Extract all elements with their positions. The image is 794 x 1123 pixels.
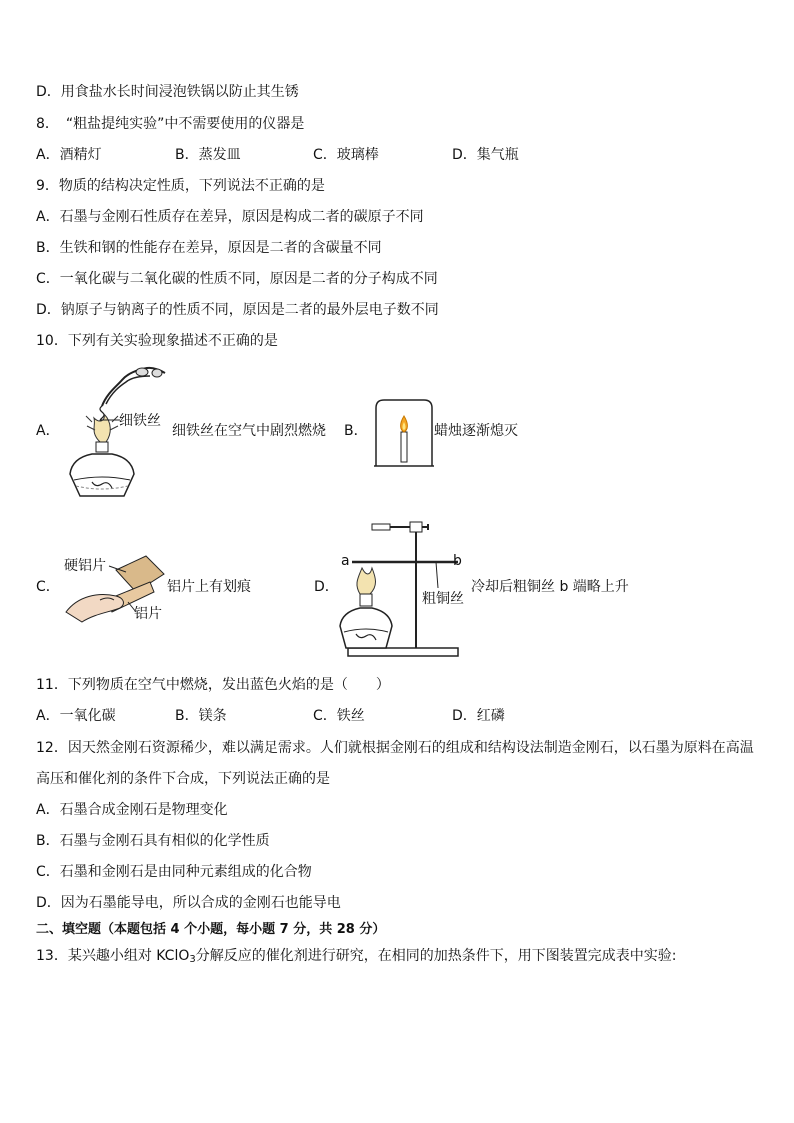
iron-wire-burning-figure [62, 358, 172, 503]
q7-option-d: D．用食盐水长时间浸泡铁锅以防止其生锈 [36, 84, 299, 100]
q10-c-fig-bottom-label: 铝片 [134, 606, 162, 622]
q10-a-fig-label: 细铁丝 [119, 413, 161, 429]
q12-option-d: D．因为石墨能导电，所以合成的金刚石也能导电 [36, 895, 341, 911]
q12-option-c: C．石墨和金刚石是由同种元素组成的化合物 [36, 864, 312, 880]
q12-stem-line-2: 高压和催化剂的条件下合成，下列说法正确的是 [36, 771, 330, 787]
q11-option-b: B．镁条 [175, 708, 227, 724]
q8-stem: 8． “粗盐提纯实验”中不需要使用的仪器是 [36, 116, 305, 132]
q8-option-c: C．玻璃棒 [313, 147, 379, 163]
q9-option-b: B．生铁和钢的性能存在差异，原因是二者的含碳量不同 [36, 240, 382, 256]
q10-b-description: 蜡烛逐渐熄灭 [434, 423, 518, 439]
candle-in-jar-figure [374, 398, 434, 468]
aluminum-scratch-figure [64, 552, 168, 624]
q11-stem: 11．下列物质在空气中燃烧，发出蓝色火焰的是（ ） [36, 677, 390, 693]
q9-stem: 9．物质的结构决定性质，下列说法不正确的是 [36, 178, 325, 194]
q13-stem-sub: 3 [189, 954, 196, 965]
iron-wire-pointer-line [100, 418, 120, 422]
q13-stem-pre: 13．某兴趣小组对 KClO [36, 948, 190, 964]
q12-stem-line-1: 12．因天然金刚石资源稀少，难以满足需求。人们就根据金刚石的组成和结构设法制造金刚石，以石墨为原料在高温 [36, 740, 754, 756]
q11-option-c: C．铁丝 [313, 708, 365, 724]
q12-option-a: A．石墨合成金刚石是物理变化 [36, 802, 228, 818]
q9-option-a: A．石墨与金刚石性质存在差异，原因是构成二者的碳原子不同 [36, 209, 424, 225]
q10-a-letter: A． [36, 423, 60, 439]
q10-d-fig-label: 粗铜丝 [422, 591, 464, 607]
q12-option-b: B．石墨与金刚石具有相似的化学性质 [36, 833, 270, 849]
q10-c-fig-top-label: 硬铝片 [64, 558, 106, 574]
q10-c-description: 铝片上有划痕 [167, 579, 251, 595]
q10-d-description: 冷却后粗铜丝 b 端略上升 [471, 579, 629, 595]
q9-option-c: C．一氧化碳与二氧化碳的性质不同，原因是二者的分子构成不同 [36, 271, 438, 287]
q10-d-fig-a: a [341, 553, 350, 569]
q13-stem [36, 946, 676, 970]
q10-d-fig-b: b [453, 553, 462, 569]
q8-option-d: D．集气瓶 [452, 147, 519, 163]
q10-c-letter: C． [36, 579, 60, 595]
q9-option-d: D．钠原子与钠离子的性质不同，原因是二者的最外层电子数不同 [36, 302, 439, 318]
q10-d-letter: D． [314, 579, 339, 595]
q11-option-a: A．一氧化碳 [36, 708, 116, 724]
q11-option-d: D．红磷 [452, 708, 505, 724]
q10-a-description: 细铁丝在空气中剧烈燃烧 [172, 423, 326, 439]
section-2-title: 二、填空题（本题包括 4 个小题，每小题 7 分，共 28 分） [36, 922, 386, 937]
q10-b-letter: B． [344, 423, 368, 439]
q13-stem-post: 分解反应的催化剂进行研究，在相同的加热条件下，用下图装置完成表中实验: [195, 948, 677, 964]
q8-option-b: B．蒸发皿 [175, 147, 241, 163]
q10-stem: 10．下列有关实验现象描述不正确的是 [36, 333, 278, 349]
q8-option-a: A．酒精灯 [36, 147, 102, 163]
